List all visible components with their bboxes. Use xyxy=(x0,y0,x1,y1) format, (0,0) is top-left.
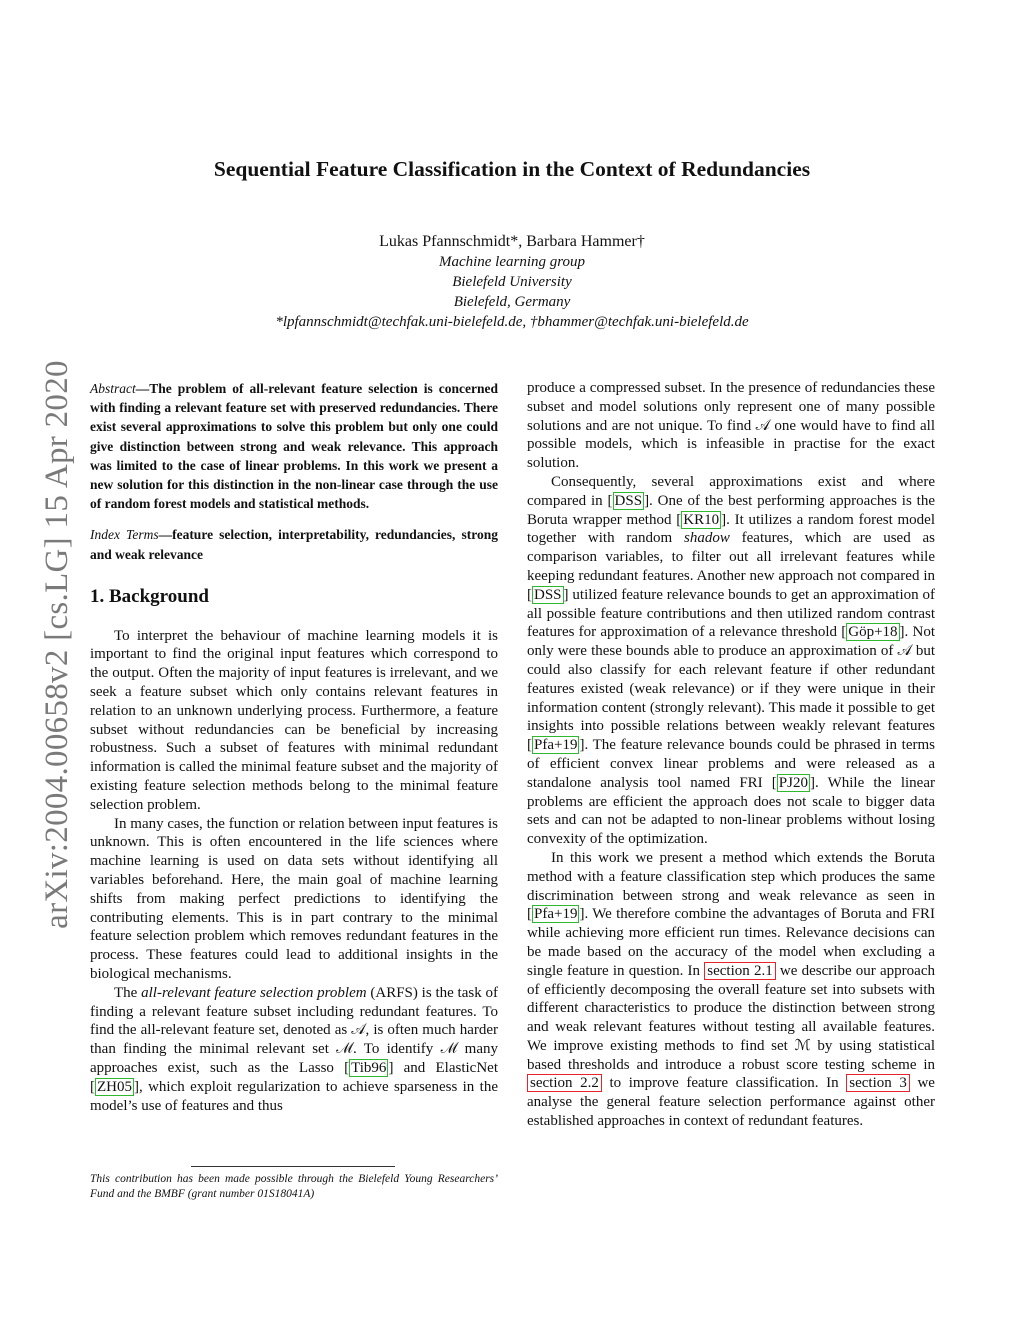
citation-link[interactable]: ZH05 xyxy=(97,1078,132,1095)
citation-link[interactable]: Pfa+19 xyxy=(534,906,578,923)
affiliation-group: Machine learning group xyxy=(438,254,586,270)
index-terms xyxy=(90,525,498,563)
citation-link[interactable]: DSS xyxy=(614,492,643,509)
paragraph: produce a compressed subset. In the presence of redundancies these subset and model solutions only represent one of many possible solutions and are not unique. To find 𝒜 one would have to find all possible models, which is infeasible in practise for the exact solution. xyxy=(527,380,935,472)
index-terms-text: —feature selection, interpretability, redundancies, strong and weak relevance xyxy=(90,527,498,562)
arxiv-id: arXiv:2004.00658v2 [cs.LG] 15 Apr 2020 xyxy=(38,360,75,929)
section-ref-link[interactable]: section 3 xyxy=(846,1074,910,1092)
author-emails: *lpfannschmidt@techfak.uni-bielefeld.de, †bhammer@techfak.uni-bielefeld.de xyxy=(275,314,749,330)
section-ref-link[interactable]: section 2.2 xyxy=(527,1074,602,1092)
citation-link[interactable]: KR10 xyxy=(683,511,720,528)
arxiv-watermark xyxy=(27,352,87,937)
footnote-rule xyxy=(191,1166,395,1167)
footnote: This contribution has been made possible through the Bielefeld Young Researchers’ Fund and the BMBF (grant number 01S18041A) xyxy=(90,1173,498,1200)
section-ref-link[interactable]: section 2.1 xyxy=(704,962,775,980)
paragraph: In this work we present a method which extends the Boruta method with a feature classification step which produces the same discrimination between strong and weak relevance as seen in [ Pfa+19 ]. We therefore combine the advantages of Boruta and FRI while achieving more efficient run times. Relevance decisions can be made based on the accuracy of the model when excluding a single feature in question. In section 2.1 we describe our approach of efficiently decomposing the overall feature set into subsets with different characteristics to produce the distinction between strong and weak relevant features without testing all available features. We improve existing methods to find set ℳ by using statistical based thresholds and introduce a robust score testing scheme in section 2.2 to improve feature classification. In section 3 we analyse the general feature selection performance against other established approaches in context of redundant features. xyxy=(527,849,935,1130)
paragraph: Consequently, several approximations exist and where compared in [ DSS ]. One of the best performing approaches is the Boruta wrapper method [ KR10 ]. It utilizes a random forest model together with random shadow features, which are used as comparison variables, to filter out all irrelevant features while keeping redundant features. Another new approach not compared in [ DSS ] utilized feature relevance bounds to get an approximation of all possible feature contributions and then utilized random contrast features for approximation of a relevance threshold [ Göp+18 ]. Not only were these bounds able to produce an approximation of 𝒜 but could also classify for each relevant feature if other redundant features existed (weak relevance) or if they were unique in their information content (strongly relevant). This made it possible to get insights into possible relations between weakly relevant features [ Pfa+19 ]. The feature relevance bounds could be phrased in terms of efficient convex linear problems and were released as a standalone analysis tool named FRI [ PJ20 ]. While the linear problems are efficient the approach does not scale to bigger data sets and can not be adapted to non-linear problems without losing convexity of the optimization. xyxy=(527,473,935,848)
citation-link[interactable]: DSS xyxy=(534,586,562,603)
affiliation-location: Bielefeld, Germany xyxy=(453,294,571,310)
citation-link[interactable]: Göp+18 xyxy=(848,624,898,641)
paragraph: To interpret the behaviour of machine learning models it is important to find the original input features which correspond to the output. Often the majority of input features is irrelevant, and we seek a feature subset which only contains relevant features in relation to an unknown underlying process. Furthermore, a feature subset without redundancies can be beneficial by increasing robustness. Such a subset of features with minimal redundant information is called the minimal feature subset and the majority of existing feature selection methods belong to the minimal feature selection problem. xyxy=(90,627,498,813)
author-names: Lukas Pfannschmidt*, Barbara Hammer† xyxy=(379,233,645,250)
citation-link[interactable]: PJ20 xyxy=(778,774,808,791)
citation-link[interactable]: Pfa+19 xyxy=(534,737,578,754)
paper-title: Sequential Feature Classification in the Context of Redundancies xyxy=(213,157,811,181)
paragraph: The all-relevant feature selection problem (ARFS) is the task of finding a relevant feature subset including redundant features. To find the all-relevant feature set, denoted as 𝒜, is often much harder than finding the minimal relevant set ℳ. To identify ℳ many approaches exist, such as the Lasso [ Tib96 ] and ElasticNet [ ZH05 ], which exploit regularization to achieve sparseness in the model’s use of features and thus xyxy=(90,984,499,1114)
author-block xyxy=(0,232,1024,332)
emphasis: shadow xyxy=(684,530,730,547)
affiliation-university: Bielefeld University xyxy=(452,274,572,290)
abstract xyxy=(90,379,498,513)
right-column xyxy=(527,379,935,1131)
index-terms-label: Index Terms xyxy=(90,527,159,543)
abstract-text: —The problem of all-relevant feature selection is concerned with finding a relevant feature set with preserved redundancies. There exist several approximations to solve this problem but only one could give distinction between strong and weak relevance. This approach was limited to the case of linear problems. In this work we present a new solution for this distinction in the non-linear case through the use of random forest models and statistical methods. xyxy=(90,381,498,512)
left-column xyxy=(90,379,498,1115)
abstract-label: Abstract xyxy=(90,381,136,396)
paragraph: In many cases, the function or relation between input features is unknown. This is often encountered in the life sciences where machine learning is used on data sets without identifying all variables beforehand. Here, the main goal of machine learning shifts from making perfect predictions to identifying the contributing elements. This is in part contrary to the minimal feature selection problem which removes redundant features in the process. These features could lead to additional insights in the biological mechanisms. xyxy=(90,815,498,982)
section-heading-background: 1. Background xyxy=(90,585,209,607)
emphasis: all-relevant feature selection problem xyxy=(141,984,367,1001)
citation-link[interactable]: Tib96 xyxy=(351,1059,387,1076)
